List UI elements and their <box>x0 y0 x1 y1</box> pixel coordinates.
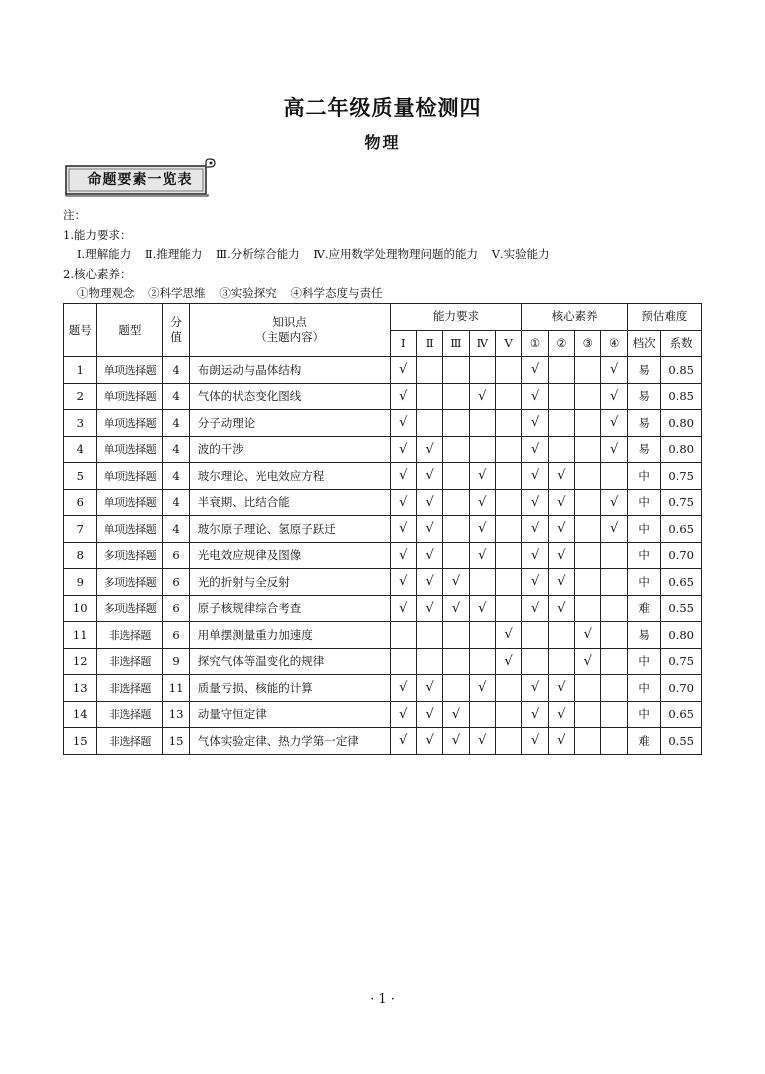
row-coef: 0.75 <box>661 648 702 675</box>
ability-check <box>416 357 442 384</box>
row-level: 易 <box>627 622 660 649</box>
ability-check <box>443 675 469 702</box>
table-row <box>64 728 702 755</box>
row-coef: 0.80 <box>661 436 702 463</box>
row-type: 单项选择题 <box>97 410 163 437</box>
table-body <box>64 357 702 755</box>
row-level: 难 <box>627 728 660 755</box>
row-level: 易 <box>627 383 660 410</box>
row-topic: 原子核规律综合考查 <box>189 595 390 622</box>
ability-check: √ <box>416 595 442 622</box>
header-literacy: 核心素养 <box>522 304 627 331</box>
ability-check <box>390 622 416 649</box>
ability-check <box>443 648 469 675</box>
row-num: 12 <box>64 648 97 675</box>
ability-check <box>469 648 495 675</box>
table-row <box>64 410 702 437</box>
page-title: 高二年级质量检测四 <box>283 96 482 120</box>
literacy-check: √ <box>522 542 548 569</box>
literacy-check <box>601 648 627 675</box>
row-topic: 气体实验定律、热力学第一定律 <box>189 728 390 755</box>
ability-check <box>416 410 442 437</box>
row-num: 6 <box>64 489 97 516</box>
header-type: 题型 <box>97 304 163 357</box>
row-coef: 0.70 <box>661 675 702 702</box>
row-score: 13 <box>163 701 189 728</box>
table-row <box>64 595 702 622</box>
literacy-check: √ <box>575 622 601 649</box>
row-type: 非选择题 <box>97 701 163 728</box>
literacy-item: ④科学态度与责任 <box>290 286 383 300</box>
header-difficulty: 预估难度 <box>627 304 701 331</box>
row-type: 单项选择题 <box>97 383 163 410</box>
row-type: 单项选择题 <box>97 516 163 543</box>
literacy-check <box>575 675 601 702</box>
header-ability-col: Ⅰ <box>390 330 416 357</box>
ability-check: √ <box>469 728 495 755</box>
ability-check: √ <box>390 701 416 728</box>
literacy-check: √ <box>548 489 574 516</box>
literacy-check: √ <box>601 410 627 437</box>
literacy-check <box>548 622 574 649</box>
row-type: 非选择题 <box>97 728 163 755</box>
row-num: 14 <box>64 701 97 728</box>
ability-check: √ <box>416 436 442 463</box>
ability-check <box>443 516 469 543</box>
subject-title: 物理 <box>364 133 401 152</box>
literacy-heading: 2.核心素养： <box>63 266 132 281</box>
literacy-check: √ <box>548 463 574 490</box>
ability-check: √ <box>443 569 469 596</box>
row-score: 6 <box>163 542 189 569</box>
notes-heading: 注： <box>63 208 86 222</box>
ability-item: Ⅰ.理解能力 <box>77 247 132 261</box>
literacy-check: √ <box>548 569 574 596</box>
ability-check: √ <box>443 701 469 728</box>
ability-check: √ <box>469 516 495 543</box>
row-coef: 0.75 <box>661 463 702 490</box>
ability-check <box>443 436 469 463</box>
ability-check: √ <box>416 463 442 490</box>
ability-check <box>443 463 469 490</box>
literacy-check <box>548 436 574 463</box>
row-score: 9 <box>163 648 189 675</box>
row-coef: 0.55 <box>661 595 702 622</box>
ability-check: √ <box>416 489 442 516</box>
row-score: 6 <box>163 569 189 596</box>
row-score: 15 <box>163 728 189 755</box>
literacy-check: √ <box>601 357 627 384</box>
row-topic: 分子动理论 <box>189 410 390 437</box>
literacy-check: √ <box>522 569 548 596</box>
ability-check <box>416 383 442 410</box>
row-score: 4 <box>163 516 189 543</box>
literacy-check: √ <box>522 701 548 728</box>
header-num: 题号 <box>64 304 97 357</box>
literacy-check: √ <box>548 542 574 569</box>
row-type: 非选择题 <box>97 648 163 675</box>
table-row <box>64 489 702 516</box>
header-ability-col: Ⅱ <box>416 330 442 357</box>
header-coef: 系数 <box>661 330 702 357</box>
literacy-check: √ <box>522 516 548 543</box>
row-topic: 探究气体等温变化的规律 <box>189 648 390 675</box>
row-coef: 0.80 <box>661 410 702 437</box>
ability-check <box>443 622 469 649</box>
ability-check: √ <box>390 542 416 569</box>
literacy-check: √ <box>575 648 601 675</box>
literacy-check <box>522 648 548 675</box>
literacy-check <box>548 648 574 675</box>
ability-check <box>496 595 522 622</box>
ability-check <box>496 701 522 728</box>
literacy-check: √ <box>548 516 574 543</box>
literacy-check: √ <box>522 489 548 516</box>
literacy-check <box>601 542 627 569</box>
ability-check: √ <box>390 569 416 596</box>
row-type: 非选择题 <box>97 675 163 702</box>
ability-check: √ <box>390 410 416 437</box>
row-score: 4 <box>163 357 189 384</box>
ability-check <box>416 648 442 675</box>
header-topic: 知识点 （主题内容） <box>189 304 390 357</box>
table-row <box>64 701 702 728</box>
literacy-check: √ <box>522 383 548 410</box>
row-topic: 光电效应规律及图像 <box>189 542 390 569</box>
ability-check: √ <box>496 648 522 675</box>
row-score: 6 <box>163 622 189 649</box>
ability-check: √ <box>416 701 442 728</box>
literacy-check <box>575 595 601 622</box>
ability-check <box>443 383 469 410</box>
row-level: 中 <box>627 569 660 596</box>
ability-check: √ <box>416 728 442 755</box>
ability-check <box>416 622 442 649</box>
literacy-check: √ <box>548 675 574 702</box>
table-row <box>64 436 702 463</box>
ability-check: √ <box>443 728 469 755</box>
table-row <box>64 569 702 596</box>
ability-check <box>469 410 495 437</box>
literacy-check: √ <box>522 410 548 437</box>
ability-check: √ <box>416 569 442 596</box>
literacy-item: ①物理观念 <box>77 286 135 300</box>
row-score: 6 <box>163 595 189 622</box>
literacy-check: √ <box>522 463 548 490</box>
ability-list <box>63 245 550 265</box>
ability-check <box>496 436 522 463</box>
row-type: 单项选择题 <box>97 436 163 463</box>
ability-check: √ <box>469 383 495 410</box>
row-topic: 光的折射与全反射 <box>189 569 390 596</box>
ability-check <box>496 728 522 755</box>
ability-item: Ⅲ.分析综合能力 <box>216 247 300 261</box>
ability-check: √ <box>416 675 442 702</box>
literacy-check: √ <box>548 701 574 728</box>
row-type: 单项选择题 <box>97 357 163 384</box>
row-num: 15 <box>64 728 97 755</box>
header-literacy-col: ② <box>548 330 574 357</box>
row-level: 中 <box>627 701 660 728</box>
ability-item: Ⅴ.实验能力 <box>491 247 550 261</box>
ability-check: √ <box>496 622 522 649</box>
ability-check <box>496 516 522 543</box>
literacy-check: √ <box>601 436 627 463</box>
row-num: 3 <box>64 410 97 437</box>
row-num: 1 <box>64 357 97 384</box>
ability-check <box>390 648 416 675</box>
ability-check: √ <box>390 463 416 490</box>
literacy-check: √ <box>522 728 548 755</box>
banner-label: 命题要素一览表 <box>87 172 193 188</box>
ability-check <box>496 489 522 516</box>
ability-check <box>443 410 469 437</box>
ability-check <box>496 410 522 437</box>
literacy-check <box>601 675 627 702</box>
literacy-check <box>575 701 601 728</box>
section-banner <box>60 158 220 198</box>
literacy-check <box>575 569 601 596</box>
ability-heading: 1.能力要求： <box>63 227 132 242</box>
header-level: 档次 <box>627 330 660 357</box>
ability-check: √ <box>390 516 416 543</box>
row-topic: 用单摆测量重力加速度 <box>189 622 390 649</box>
literacy-check <box>575 516 601 543</box>
ability-check: √ <box>390 595 416 622</box>
row-level: 易 <box>627 357 660 384</box>
row-coef: 0.65 <box>661 701 702 728</box>
row-topic: 气体的状态变化图线 <box>189 383 390 410</box>
row-type: 单项选择题 <box>97 463 163 490</box>
literacy-item: ②科学思维 <box>148 286 206 300</box>
literacy-check: √ <box>548 595 574 622</box>
row-score: 4 <box>163 410 189 437</box>
row-score: 4 <box>163 436 189 463</box>
row-num: 5 <box>64 463 97 490</box>
row-level: 易 <box>627 410 660 437</box>
literacy-item: ③实验探究 <box>219 286 277 300</box>
ability-check <box>469 622 495 649</box>
table-row <box>64 675 702 702</box>
literacy-check: √ <box>522 595 548 622</box>
literacy-check: √ <box>601 383 627 410</box>
literacy-check <box>601 728 627 755</box>
row-type: 多项选择题 <box>97 569 163 596</box>
header-ability-col: Ⅴ <box>496 330 522 357</box>
row-level: 中 <box>627 516 660 543</box>
row-type: 非选择题 <box>97 622 163 649</box>
literacy-check <box>575 728 601 755</box>
literacy-check <box>575 357 601 384</box>
ability-check <box>496 542 522 569</box>
row-coef: 0.75 <box>661 489 702 516</box>
ability-check <box>496 675 522 702</box>
table-row <box>64 542 702 569</box>
literacy-check <box>601 463 627 490</box>
literacy-check <box>601 569 627 596</box>
ability-check <box>443 542 469 569</box>
literacy-check: √ <box>601 516 627 543</box>
literacy-check: √ <box>548 728 574 755</box>
row-score: 4 <box>163 383 189 410</box>
ability-check: √ <box>390 675 416 702</box>
literacy-check <box>548 383 574 410</box>
header-ability-col: Ⅲ <box>443 330 469 357</box>
ability-check: √ <box>390 383 416 410</box>
ability-check <box>496 383 522 410</box>
row-num: 9 <box>64 569 97 596</box>
table-row <box>64 516 702 543</box>
ability-check <box>469 569 495 596</box>
header-literacy-col: ① <box>522 330 548 357</box>
row-topic: 玻尔原子理论、氢原子跃迁 <box>189 516 390 543</box>
ability-check: √ <box>443 595 469 622</box>
row-num: 4 <box>64 436 97 463</box>
ability-check: √ <box>469 675 495 702</box>
ability-check <box>443 489 469 516</box>
row-level: 中 <box>627 675 660 702</box>
ability-check <box>496 463 522 490</box>
row-num: 7 <box>64 516 97 543</box>
ability-check: √ <box>416 542 442 569</box>
ability-check <box>469 436 495 463</box>
ability-check <box>469 357 495 384</box>
header-row-1 <box>64 304 702 331</box>
literacy-check <box>575 489 601 516</box>
literacy-check <box>601 622 627 649</box>
row-topic: 动量守恒定律 <box>189 701 390 728</box>
literacy-check <box>575 463 601 490</box>
row-score: 4 <box>163 463 189 490</box>
literacy-check <box>575 410 601 437</box>
literacy-check <box>575 383 601 410</box>
literacy-check <box>548 410 574 437</box>
ability-check: √ <box>469 489 495 516</box>
row-num: 11 <box>64 622 97 649</box>
table-row <box>64 357 702 384</box>
row-coef: 0.85 <box>661 357 702 384</box>
row-topic: 半衰期、比结合能 <box>189 489 390 516</box>
row-level: 中 <box>627 463 660 490</box>
literacy-check <box>601 701 627 728</box>
row-num: 8 <box>64 542 97 569</box>
ability-check: √ <box>469 542 495 569</box>
row-coef: 0.55 <box>661 728 702 755</box>
ability-check <box>443 357 469 384</box>
row-score: 11 <box>163 675 189 702</box>
table-row <box>64 463 702 490</box>
elements-table <box>63 303 702 755</box>
row-topic: 质量亏损、核能的计算 <box>189 675 390 702</box>
row-topic: 波的干涉 <box>189 436 390 463</box>
row-type: 单项选择题 <box>97 489 163 516</box>
literacy-check: √ <box>522 436 548 463</box>
row-topic: 玻尔理论、光电效应方程 <box>189 463 390 490</box>
ability-check: √ <box>390 489 416 516</box>
ability-check: √ <box>390 436 416 463</box>
row-topic: 布朗运动与晶体结构 <box>189 357 390 384</box>
header-ability-col: Ⅳ <box>469 330 495 357</box>
ability-check: √ <box>469 595 495 622</box>
literacy-list <box>63 284 550 304</box>
literacy-check: √ <box>601 489 627 516</box>
notes-block <box>63 206 550 304</box>
table-row <box>64 648 702 675</box>
row-level: 中 <box>627 648 660 675</box>
ability-item: Ⅳ.应用数学处理物理问题的能力 <box>313 247 479 261</box>
row-level: 中 <box>627 489 660 516</box>
row-coef: 0.70 <box>661 542 702 569</box>
row-num: 13 <box>64 675 97 702</box>
header-ability: 能力要求 <box>390 304 522 331</box>
ability-item: Ⅱ.推理能力 <box>144 247 203 261</box>
row-coef: 0.80 <box>661 622 702 649</box>
row-score: 4 <box>163 489 189 516</box>
literacy-check <box>548 357 574 384</box>
literacy-check <box>575 436 601 463</box>
header-literacy-col: ④ <box>601 330 627 357</box>
table-row <box>64 383 702 410</box>
row-coef: 0.85 <box>661 383 702 410</box>
row-level: 难 <box>627 595 660 622</box>
row-coef: 0.65 <box>661 516 702 543</box>
literacy-check <box>601 595 627 622</box>
literacy-check: √ <box>522 357 548 384</box>
row-type: 多项选择题 <box>97 542 163 569</box>
literacy-check: √ <box>522 675 548 702</box>
row-type: 多项选择题 <box>97 595 163 622</box>
ability-check: √ <box>390 728 416 755</box>
row-level: 中 <box>627 542 660 569</box>
literacy-check <box>575 542 601 569</box>
header-score: 分 值 <box>163 304 189 357</box>
ability-check <box>496 569 522 596</box>
ability-check: √ <box>469 463 495 490</box>
ability-check <box>469 701 495 728</box>
ability-check: √ <box>416 516 442 543</box>
literacy-check <box>522 622 548 649</box>
header-literacy-col: ③ <box>575 330 601 357</box>
ability-check: √ <box>390 357 416 384</box>
page-number: · 1 · <box>370 992 395 1007</box>
row-level: 易 <box>627 436 660 463</box>
row-coef: 0.65 <box>661 569 702 596</box>
row-num: 10 <box>64 595 97 622</box>
ability-check <box>496 357 522 384</box>
row-num: 2 <box>64 383 97 410</box>
table-row <box>64 622 702 649</box>
